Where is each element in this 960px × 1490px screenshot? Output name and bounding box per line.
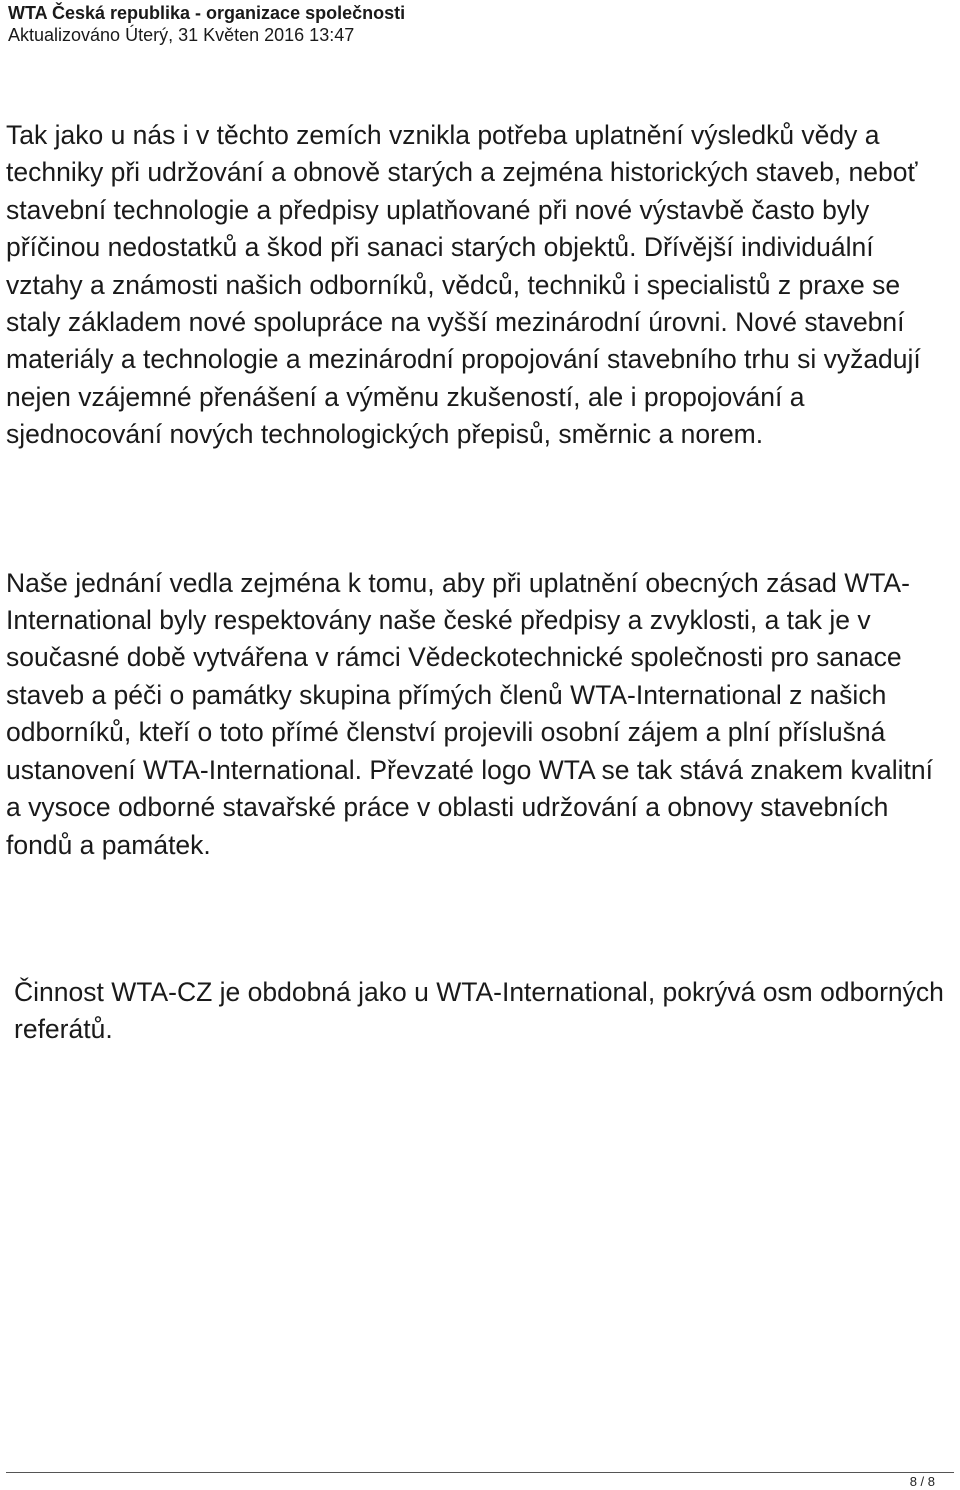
article-paragraph: Naše jednání vedla zejména k tomu, aby při uplatnění obecných zásad WTA-International byly respektovány naše české předpisy a zvyklosti, a tak je v současné době vytvářena v rámci Vědeckotechnické společnosti pro sanace staveb a péči o památky skupina přímých členů WTA-International z našich odborníků, kteří o toto přímé členství projevili osobní zájem a plní příslušná ustanovení WTA-International. Převzaté logo WTA se tak stává znakem kvalitní a vysoce odborné stavařské práce v oblasti udržování a obnovy stavebních fondů a památek. [6, 567, 933, 860]
footer-divider [6, 1472, 954, 1473]
article-paragraph: Tak jako u nás i v těchto zemích vznikla potřeba uplatnění výsledků vědy a techniky při udržování a obnově starých a zejména historických staveb, neboť stavební technologie a předpisy uplatňované při nové výstavbě často byly příčinou nedostatků a škod při sanaci starých objektů. Dřívější individuální vztahy a známosti našich odborníků, vědců, techniků i specialistů z praxe se staly základem nové spolupráce na vyšší mezinárodní úrovni. Nové stavební materiály a technologie a mezinárodní propojování stavebního trhu si vyžadují nejen vzájemné přenášení a výměnu zkušeností, ale i propojování a sjednocování nových technologických přepisů, směrnic a norem. [6, 120, 921, 450]
page-number: 8 / 8 [909, 1474, 935, 1489]
article-paragraph: Činnost WTA-CZ je obdobná jako u WTA-International, pokrývá osm odborných referátů. [14, 976, 944, 1045]
last-updated: Aktualizováno Úterý, 31 Květen 2016 13:47 [8, 25, 355, 45]
article-body [6, 117, 954, 1049]
page-header [8, 2, 948, 46]
site-title: WTA Česká republika - organizace společnosti [8, 3, 406, 23]
